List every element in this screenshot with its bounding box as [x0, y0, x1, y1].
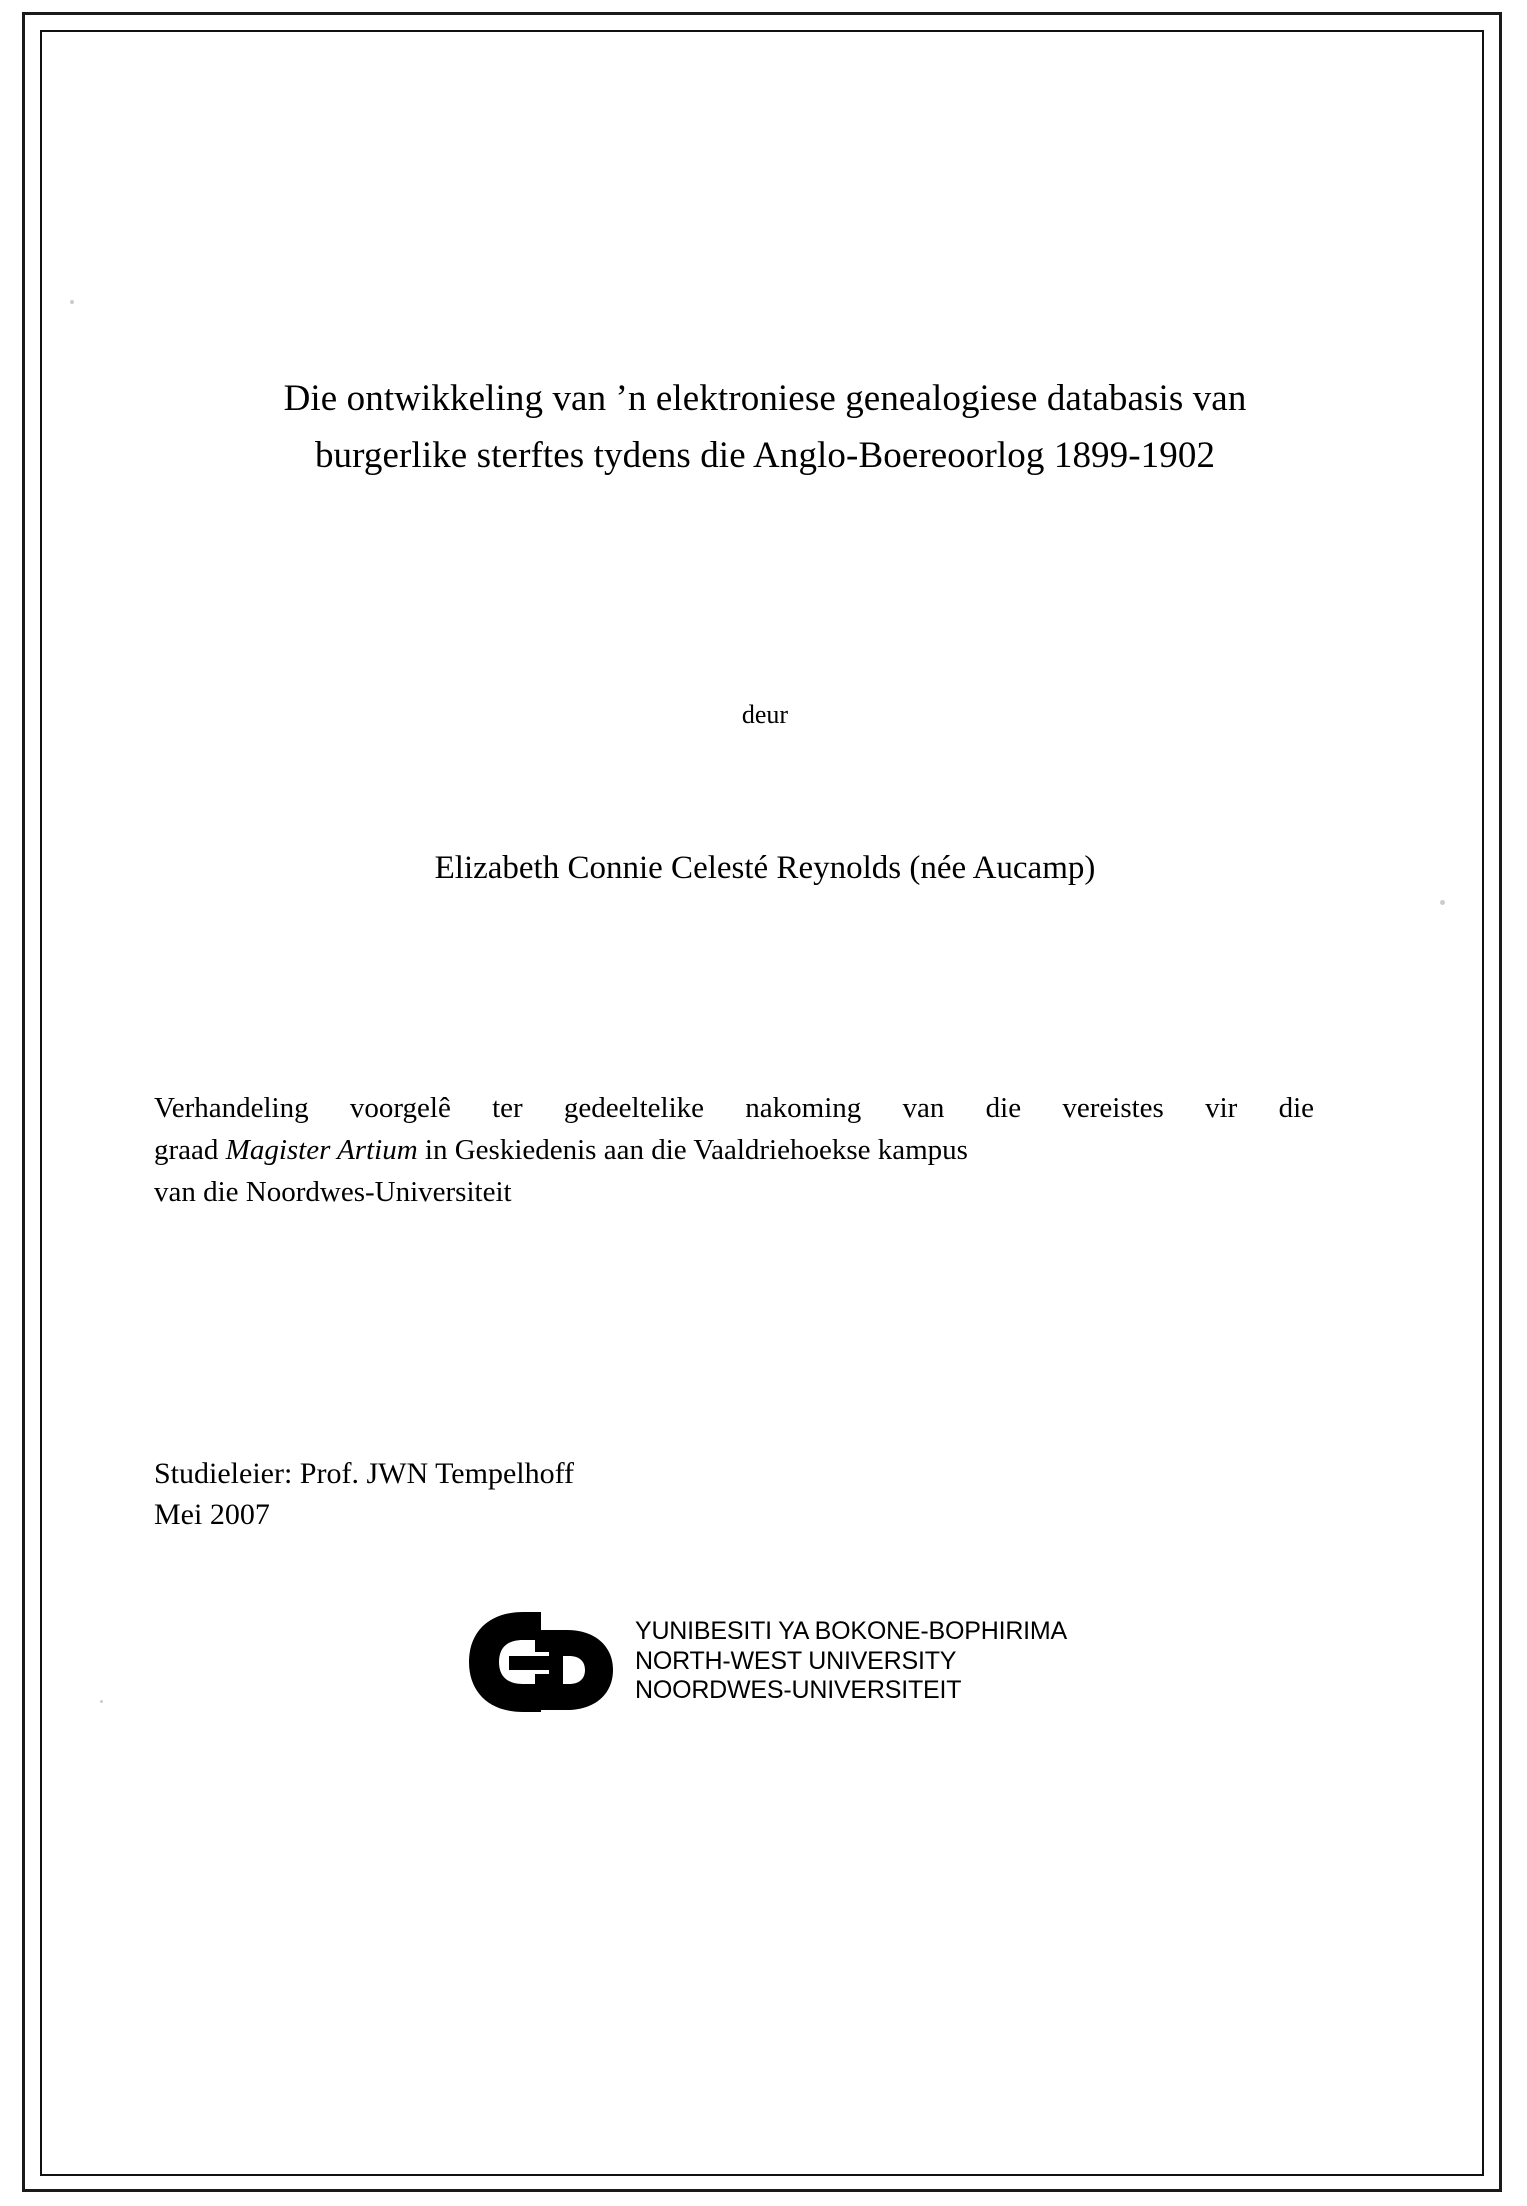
logo-text-line-3: NOORDWES-UNIVERSITEIT — [634, 1676, 962, 1705]
scan-speck — [100, 1700, 103, 1703]
supervisor-name: Studieleier: Prof. JWN Tempelhoff — [154, 1456, 575, 1490]
university-logo-text — [635, 1617, 1067, 1706]
submission-line-3: van die Noordwes-Universiteit — [154, 1175, 512, 1208]
submission-line-1: Verhandeling voorgelê ter gedeeltelike nakoming van die vereistes vir die — [154, 1091, 1314, 1124]
submission-line-2-before: graad — [154, 1133, 226, 1166]
by-label: deur — [741, 699, 789, 729]
submission-date: Mei 2007 — [154, 1498, 270, 1532]
university-logo-block — [150, 1606, 1380, 1718]
scan-speck — [1440, 900, 1445, 905]
title-line-1: Die ontwikkeling van ’n elektroniese genealogiese databasis van — [283, 378, 1247, 419]
submission-line-2-after: in Geskiedenis aan die Vaaldriehoekse kampus — [417, 1133, 968, 1166]
title-line-2: burgerlike sterftes tydens die Anglo-Boereoorlog 1899-1902 — [314, 435, 1216, 477]
submission-line-2 — [154, 1129, 1314, 1171]
logo-text-line-2: NORTH-WEST UNIVERSITY — [634, 1646, 957, 1675]
supervisor-block — [154, 1453, 1380, 1536]
submission-statement — [154, 1087, 1314, 1213]
page-title — [150, 370, 1380, 485]
author-name: Elizabeth Connie Celesté Reynolds (née Aucamp) — [434, 849, 1096, 886]
north-west-university-logo-icon — [463, 1606, 623, 1718]
logo-text-line-1: YUNIBESITI YA BOKONE-BOPHIRIMA — [634, 1617, 1068, 1646]
degree-name: Magister Artium — [225, 1133, 418, 1166]
title-page-content — [150, 60, 1380, 2150]
scan-speck — [70, 300, 74, 304]
